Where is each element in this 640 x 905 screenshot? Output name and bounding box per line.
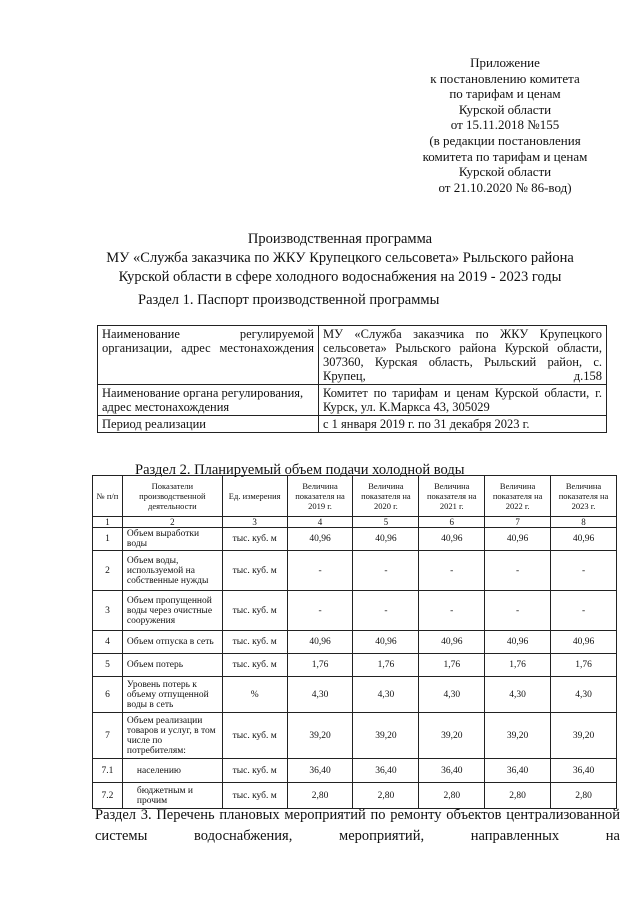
passport-label: Наименование регулируемой организации, адрес местонахождения bbox=[98, 326, 319, 385]
value-cell: 2,80 bbox=[485, 783, 551, 809]
unit-cell: тыс. куб. м bbox=[222, 783, 287, 809]
table-header-row bbox=[93, 476, 617, 517]
section2-heading: Раздел 2. Планируемый объем подачи холодной воды bbox=[135, 462, 465, 478]
table-row bbox=[93, 759, 617, 783]
appendix-line: по тарифам и ценам bbox=[449, 86, 561, 102]
value-cell: 2,80 bbox=[287, 783, 353, 809]
value-cell: 40,96 bbox=[287, 528, 353, 551]
section1-heading: Раздел 1. Паспорт производственной программы bbox=[138, 292, 440, 308]
table-row bbox=[93, 528, 617, 551]
value-cell: 2,80 bbox=[353, 783, 419, 809]
value-cell: 40,96 bbox=[419, 631, 485, 654]
title-line: Производственная программа bbox=[247, 231, 433, 247]
row-number: 7.2 bbox=[93, 783, 123, 809]
value-cell: 40,96 bbox=[485, 631, 551, 654]
indicator-name: бюджетным и прочим bbox=[122, 783, 222, 809]
column-number: 5 bbox=[353, 517, 419, 528]
value-cell: - bbox=[485, 551, 551, 591]
value-cell: - bbox=[551, 591, 617, 631]
table-row bbox=[93, 713, 617, 759]
value-cell: 1,76 bbox=[353, 654, 419, 677]
value-cell: 36,40 bbox=[485, 759, 551, 783]
unit-cell: тыс. куб. м bbox=[222, 551, 287, 591]
unit-cell: тыс. куб. м bbox=[222, 591, 287, 631]
column-number: 1 bbox=[93, 517, 123, 528]
value-cell: - bbox=[485, 591, 551, 631]
passport-value: МУ «Служба заказчика по ЖКУ Крупецкого сельсовета» Рыльского района Курской области, 307360, Курская область, Рыльский район, с. Крупец, д.158 bbox=[319, 326, 607, 385]
value-cell: 36,40 bbox=[353, 759, 419, 783]
unit-cell: тыс. куб. м bbox=[222, 631, 287, 654]
table-row bbox=[98, 326, 607, 385]
value-cell: - bbox=[353, 551, 419, 591]
table-row bbox=[98, 385, 607, 416]
table-row bbox=[93, 654, 617, 677]
appendix-line: Приложение bbox=[470, 55, 540, 70]
row-number: 7 bbox=[93, 713, 123, 759]
indicator-name: Уровень потерь к объему отпущенной воды в сеть bbox=[122, 677, 222, 713]
indicator-name: Объем потерь bbox=[122, 654, 222, 677]
value-cell: 39,20 bbox=[353, 713, 419, 759]
value-cell: 4,30 bbox=[551, 677, 617, 713]
column-header: Величина показателя на 2020 г. bbox=[353, 476, 419, 517]
indicator-name: Объем отпуска в сеть bbox=[122, 631, 222, 654]
row-number: 7.1 bbox=[93, 759, 123, 783]
row-number: 4 bbox=[93, 631, 123, 654]
table-row bbox=[93, 631, 617, 654]
indicator-name: Объем реализации товаров и услуг, в том числе по потребителям: bbox=[122, 713, 222, 759]
column-number: 4 bbox=[287, 517, 353, 528]
column-number: 3 bbox=[222, 517, 287, 528]
column-header: Величина показателя на 2023 г. bbox=[551, 476, 617, 517]
value-cell: 40,96 bbox=[551, 631, 617, 654]
column-header: Показатели производственной деятельности bbox=[122, 476, 222, 517]
passport-value: с 1 января 2019 г. по 31 декабря 2023 г. bbox=[319, 416, 607, 433]
value-cell: 39,20 bbox=[287, 713, 353, 759]
column-number: 2 bbox=[122, 517, 222, 528]
value-cell: 40,96 bbox=[353, 528, 419, 551]
volume-table bbox=[92, 475, 617, 809]
value-cell: 4,30 bbox=[419, 677, 485, 713]
value-cell: - bbox=[551, 551, 617, 591]
value-cell: 4,30 bbox=[287, 677, 353, 713]
value-cell: 40,96 bbox=[485, 528, 551, 551]
appendix-block bbox=[395, 55, 615, 195]
value-cell: - bbox=[353, 591, 419, 631]
value-cell: 39,20 bbox=[551, 713, 617, 759]
appendix-line: от 15.11.2018 №155 bbox=[450, 117, 560, 133]
column-header: Величина показателя на 2021 г. bbox=[419, 476, 485, 517]
appendix-line: комитета по тарифам и ценам bbox=[422, 148, 588, 164]
value-cell: 1,76 bbox=[419, 654, 485, 677]
appendix-line: Курской области bbox=[458, 101, 552, 117]
row-number: 5 bbox=[93, 654, 123, 677]
column-header: Величина показателя на 2022 г. bbox=[485, 476, 551, 517]
value-cell: 2,80 bbox=[551, 783, 617, 809]
table-row bbox=[98, 416, 607, 433]
value-cell: - bbox=[419, 551, 485, 591]
value-cell: - bbox=[287, 591, 353, 631]
unit-cell: тыс. куб. м bbox=[222, 713, 287, 759]
row-number: 1 bbox=[93, 528, 123, 551]
table-row bbox=[93, 677, 617, 713]
document-title bbox=[60, 230, 620, 287]
indicator-name: Объем воды, используемой на собственные нужды bbox=[122, 551, 222, 591]
passport-table bbox=[97, 325, 607, 433]
indicator-name: Объем выработки воды bbox=[122, 528, 222, 551]
column-header: Ед. измерения bbox=[222, 476, 287, 517]
value-cell: 36,40 bbox=[419, 759, 485, 783]
value-cell: 40,96 bbox=[419, 528, 485, 551]
appendix-line: Курской области bbox=[458, 164, 552, 180]
column-number: 8 bbox=[551, 517, 617, 528]
table-row bbox=[93, 551, 617, 591]
unit-cell: тыс. куб. м bbox=[222, 528, 287, 551]
unit-cell: % bbox=[222, 677, 287, 713]
unit-cell: тыс. куб. м bbox=[222, 759, 287, 783]
row-number: 2 bbox=[93, 551, 123, 591]
column-number-row bbox=[93, 517, 617, 528]
value-cell: 4,30 bbox=[485, 677, 551, 713]
value-cell: 39,20 bbox=[419, 713, 485, 759]
appendix-line: (в редакции постановления bbox=[429, 132, 581, 148]
title-line: Курской области в сфере холодного водоснабжения на 2019 - 2023 годы bbox=[118, 269, 562, 285]
column-number: 7 bbox=[485, 517, 551, 528]
value-cell: - bbox=[287, 551, 353, 591]
passport-value: Комитет по тарифам и ценам Курской области, г. Курск, ул. К.Маркса 43, 305029 bbox=[319, 385, 607, 416]
value-cell: 40,96 bbox=[287, 631, 353, 654]
section3-text: Раздел 3. Перечень плановых мероприятий по ремонту объектов централизованной системы водоснабжения, мероприятий, направленных на bbox=[95, 807, 620, 844]
indicator-name: населению bbox=[122, 759, 222, 783]
value-cell: 1,76 bbox=[551, 654, 617, 677]
column-header: Величина показателя на 2019 г. bbox=[287, 476, 353, 517]
appendix-line: к постановлению комитета bbox=[430, 70, 580, 86]
value-cell: - bbox=[419, 591, 485, 631]
value-cell: 39,20 bbox=[485, 713, 551, 759]
value-cell: 1,76 bbox=[485, 654, 551, 677]
value-cell: 36,40 bbox=[287, 759, 353, 783]
table-row bbox=[93, 591, 617, 631]
passport-label: Период реализации bbox=[98, 416, 319, 433]
value-cell: 40,96 bbox=[551, 528, 617, 551]
row-number: 6 bbox=[93, 677, 123, 713]
passport-label: Наименование органа регулирования, адрес местонахождения bbox=[98, 385, 319, 416]
value-cell: 1,76 bbox=[287, 654, 353, 677]
value-cell: 40,96 bbox=[353, 631, 419, 654]
unit-cell: тыс. куб. м bbox=[222, 654, 287, 677]
value-cell: 2,80 bbox=[419, 783, 485, 809]
appendix-line: от 21.10.2020 № 86-вод) bbox=[438, 179, 572, 195]
value-cell: 36,40 bbox=[551, 759, 617, 783]
column-number: 6 bbox=[419, 517, 485, 528]
title-line: МУ «Служба заказчика по ЖКУ Крупецкого сельсовета» Рыльского района bbox=[106, 250, 574, 266]
column-header: № п/п bbox=[93, 476, 123, 517]
indicator-name: Объем пропущенной воды через очистные сооружения bbox=[122, 591, 222, 631]
value-cell: 4,30 bbox=[353, 677, 419, 713]
row-number: 3 bbox=[93, 591, 123, 631]
